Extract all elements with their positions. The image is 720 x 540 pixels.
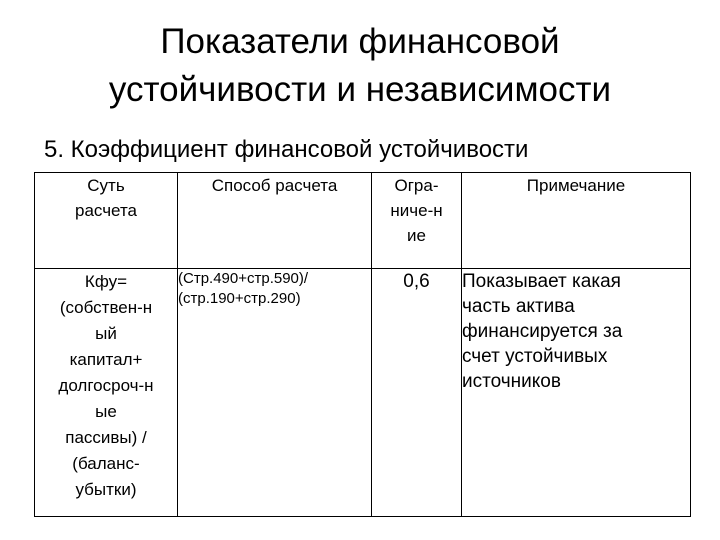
header-note-label: Примечание (526, 176, 626, 195)
cell-note (462, 269, 691, 517)
header-essence (35, 173, 178, 269)
slide-title (0, 18, 720, 114)
header-limit-label: Огра- ниче-н ие (390, 176, 443, 245)
header-limit (372, 173, 462, 269)
slide-subtitle: 5. Коэффициент финансовой устойчивости (44, 136, 529, 163)
cell-limit (372, 269, 462, 517)
header-essence-label: Суть расчета (74, 176, 137, 220)
table-row (35, 269, 691, 517)
header-method (178, 173, 372, 269)
header-note (462, 173, 691, 269)
slide-title-line-1: Показатели финансовой (160, 22, 560, 61)
slide-title-line-2: устойчивости и независимости (108, 70, 612, 109)
table-header-row (35, 173, 691, 269)
method-text: (Стр.490+стр.590)/ (стр.190+стр.290) (178, 270, 309, 307)
coefficient-table (34, 172, 691, 517)
header-method-label: Способ расчета (211, 176, 338, 195)
cell-formula (35, 269, 178, 517)
note-text: Показывает какая часть актива финансируется за счет устойчивых источников (462, 271, 623, 392)
cell-method (178, 269, 372, 517)
limit-text: 0,6 (403, 271, 430, 292)
formula-text: Кфу= (собствен-н ый капитал+ долгосроч-н ые пассивы) / (баланс- убытки) (58, 272, 154, 499)
